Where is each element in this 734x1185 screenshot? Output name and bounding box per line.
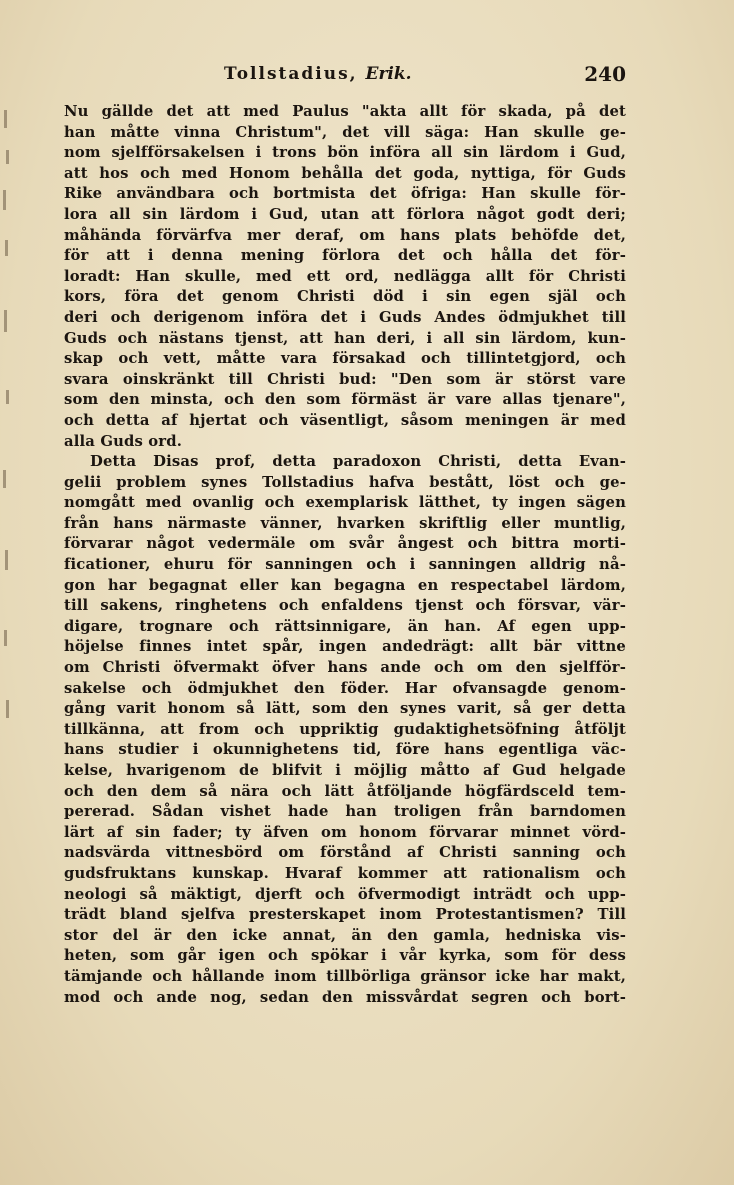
text-line: och den dem så nära och lätt åtföljande högfärdsceld tem-	[64, 782, 626, 800]
text-line: gudsfruktans kunskap. Hvaraf kommer att rationalism och	[64, 864, 626, 882]
text-line: trädt bland sjelfva presterskapet inom Protestantismen? Till	[64, 906, 626, 924]
text-line: nom sjelfförsakelsen i trons bön införa all sin lärdom i Gud,	[64, 144, 626, 162]
text-line: deri och derigenom införa det i Guds Andes ödmjukhet till	[64, 308, 626, 326]
paragraph-start-line: Detta Disas prof, detta paradoxon Christi, detta Evan-	[90, 453, 626, 471]
text-line: tillkänna, att from och uppriktig gudaktighetsöfning åtföljt	[64, 720, 626, 738]
running-head	[224, 64, 412, 84]
text-line: Rike användbara och bortmista det öfriga: Han skulle för-	[64, 185, 626, 203]
text-line: gång varit honom så lätt, som den synes varit, så ger detta	[64, 700, 626, 718]
margin-marks	[0, 110, 14, 730]
text-line: mod och ande nog, sedan den missvårdat segren och bort-	[64, 988, 626, 1006]
text-line: om Christi öfvermakt öfver hans ande och om den sjelfför-	[64, 659, 626, 677]
text-line: nomgått med ovanlig och exemplarisk lätthet, ty ingen sägen	[64, 494, 626, 512]
text-line: gelii problem synes Tollstadius hafva bestått, löst och ge-	[64, 473, 626, 491]
text-line: måhända förvärfva mer deraf, om hans plats behöfde det,	[64, 226, 626, 244]
text-line: pererad. Sådan vishet hade han troligen från barndomen	[64, 803, 626, 821]
text-line: skap och vett, måtte vara försakad och tillintetgjord, och	[64, 350, 626, 368]
book-page	[64, 64, 626, 1008]
text-line: lora all sin lärdom i Gud, utan att förlora något godt deri;	[64, 205, 626, 223]
text-line: som den minsta, och den som förmäst är vare allas tjenare",	[64, 391, 626, 409]
text-line: nadsvärda vittnesbörd om förstånd af Christi sanning och	[64, 844, 626, 862]
text-line: och detta af hjertat och väsentligt, såsom meningen är med	[64, 411, 626, 429]
text-line: Nu gällde det att med Paulus "akta allt för skada, på det	[64, 103, 626, 120]
text-line: kelse, hvarigenom de blifvit i möjlig måtto af Gud helgade	[64, 762, 626, 779]
running-head-first-name: Erik.	[365, 64, 412, 84]
text-line: Guds och nästans tjenst, att han deri, i all sin lärdom, kun-	[64, 329, 626, 347]
text-line: svara oinskränkt till Christi bud: "Den som är störst vare	[64, 370, 626, 388]
text-line: tämjande och hållande inom tillbörliga gränsor icke har makt,	[64, 967, 626, 985]
text-line: loradt: Han skulle, med ett ord, nedlägga allt för Christi	[64, 267, 626, 285]
text-line: han måtte vinna Christum", det vill säga: Han skulle ge-	[64, 123, 626, 141]
text-line: från hans närmaste vänner, hvarken skriftlig eller muntlig,	[64, 514, 626, 532]
text-line: stor del är den icke annat, än den gamla, hedniska vis-	[64, 926, 626, 944]
text-line: neologi så mäktigt, djerft och öfvermodigt inträdt och upp-	[64, 885, 626, 903]
text-line: för att i denna mening förlora det och hålla det för-	[64, 247, 626, 265]
page-header	[64, 64, 626, 98]
text-line: hans studier i okunnighetens tid, före hans egentliga väc-	[64, 741, 626, 759]
page-number: 240	[584, 62, 626, 86]
text-line: heten, som går igen och spökar i vår kyrka, som för dess	[64, 947, 626, 965]
text-line: sakelse och ödmjukhet den föder. Har ofvansagde genom-	[64, 679, 626, 697]
running-head-surname: Tollstadius,	[224, 64, 358, 84]
text-line: höjelse finnes intet spår, ingen andedrägt: allt bär vittne	[64, 638, 626, 656]
text-line: digare, trognare och rättsinnigare, än han. Af egen upp-	[64, 617, 626, 635]
text-line: lärt af sin fader; ty äfven om honom förvarar minnet vörd-	[64, 823, 626, 841]
text-body	[64, 102, 626, 1008]
text-line: alla Guds ord.	[64, 432, 183, 450]
text-line: förvarar något vedermäle om svår ångest och bittra morti-	[64, 535, 626, 553]
text-line: gon har begagnat eller kan begagna en respectabel lärdom,	[64, 576, 626, 594]
text-line: att hos och med Honom behålla det goda, nyttiga, för Guds	[64, 164, 626, 182]
text-line: kors, föra det genom Christi död i sin egen själ och	[64, 288, 626, 306]
text-line: ficationer, ehuru för sanningen och i sanningen alldrig nå-	[64, 556, 626, 574]
text-line: till sakens, ringhetens och enfaldens tjenst och försvar, vär-	[64, 597, 626, 615]
